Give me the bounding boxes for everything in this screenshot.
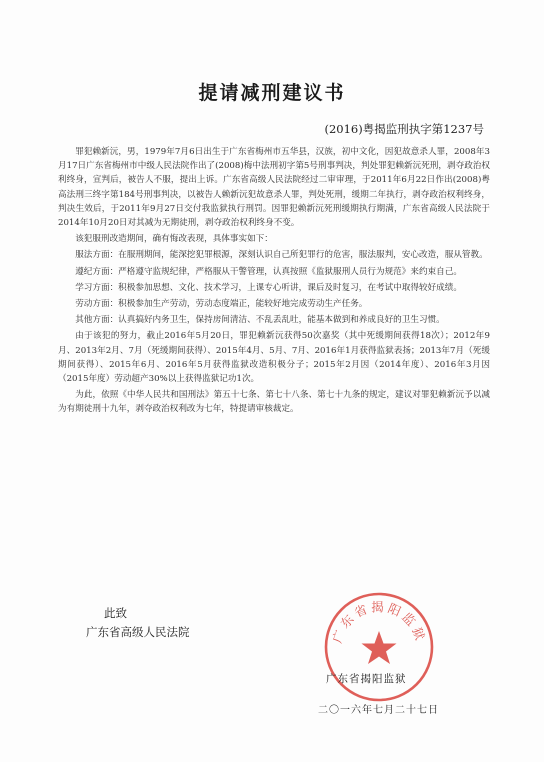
- seal-text: 广东省揭阳监狱: [329, 599, 429, 645]
- paragraph-awards: 由于该犯的努力，截止2016年5月20日，罪犯赖新沅获得50次嘉奖（其中死缓期间获得18次）；2012年9月、2013年2月、7月（死缓期间获得）、2015年4月、5月、7月、2016年1月获得监狱表扬；2013年7月（死缓期间获得）、2015年6月、2016年5月获得监狱改造积极分子；2015年2月因（2014年度）、2016年3月因（2015年度）劳动超产30%以上获得监狱记功1次。: [58, 331, 490, 385]
- paragraph-obedience: 服法方面：在服刑期间，能深挖犯罪根源，深刻认识自己所犯罪行的危害，服法服判，安心改造，服从管教。: [75, 250, 488, 261]
- document-number: (2016)粤揭监刑执字第1237号: [324, 122, 484, 136]
- official-seal-stamp: [320, 588, 438, 706]
- paragraph-criminal-info: 罪犯赖新沅，男，1979年7月6日出生于广东省梅州市五华县，汉族，初中文化，因犯故意杀人罪，2008年3月17日广东省梅州市中级人民法院作出了(2008)梅中法刑初字第5号刑事判决，判处罪犯赖新沅死刑，剥夺政治权利终身，宣判后，被告人不服，提出上诉。广东省高级人民法院经过二审审理，于2011年6月22日作出(2008)粤高法刑三终字第184号刑事判决，以被告人赖新沅犯故意杀人罪，判处死刑，缓期二年执行，剥夺政治权利终身，判决生效后，于2011年9月27日交付我监狱执行刑罚。因罪犯赖新沅死刑缓期执行期满，广东省高级人民法院于2014年10月20日对其减为无期徒刑，剥夺政治权利终身不变。: [58, 147, 490, 229]
- paragraph-discipline: 遵纪方面：严格遵守监规纪律，严格服从干警管理，认真按照《监狱服刑人员行为规范》来约束自己。: [75, 266, 462, 277]
- paragraph-study: 学习方面：积极参加思想、文化、技术学习，上课专心听讲，课后及时复习，在考试中取得较好成绩。: [75, 282, 462, 293]
- document-title: 提请减刑建议书: [198, 82, 346, 104]
- closing-block: [86, 604, 190, 642]
- signature-date: 二〇一六年七月二十七日: [318, 705, 439, 716]
- seal-star-icon: [362, 631, 397, 664]
- closing-recipient: 广东省高级人民法院: [86, 625, 190, 639]
- closing-salutation: 此致: [104, 606, 127, 620]
- paragraph-labor: 劳动方面：积极参加生产劳动，劳动态度端正，能较好地完成劳动生产任务。: [75, 299, 368, 310]
- paragraph-other: 其他方面：认真搞好内务卫生，保持房间清洁、不乱丢乱吐，能基本做到和养成良好的卫生习惯。: [75, 315, 445, 326]
- paragraph-facts-intro: 该犯服刑改造期间，确有悔改表现，具体事实如下：: [75, 234, 273, 245]
- signature-organization: 广东省揭阳监狱: [326, 673, 407, 685]
- paragraph-recommendation: 为此，依照《中华人民共和国刑法》第五十七条、第七十八条、第七十九条的规定，建议对罪犯赖新沅予以减为有期徒刑十九年，剥夺政治权利改为七年，特提请审核裁定。: [58, 390, 490, 415]
- document-body: [58, 145, 490, 419]
